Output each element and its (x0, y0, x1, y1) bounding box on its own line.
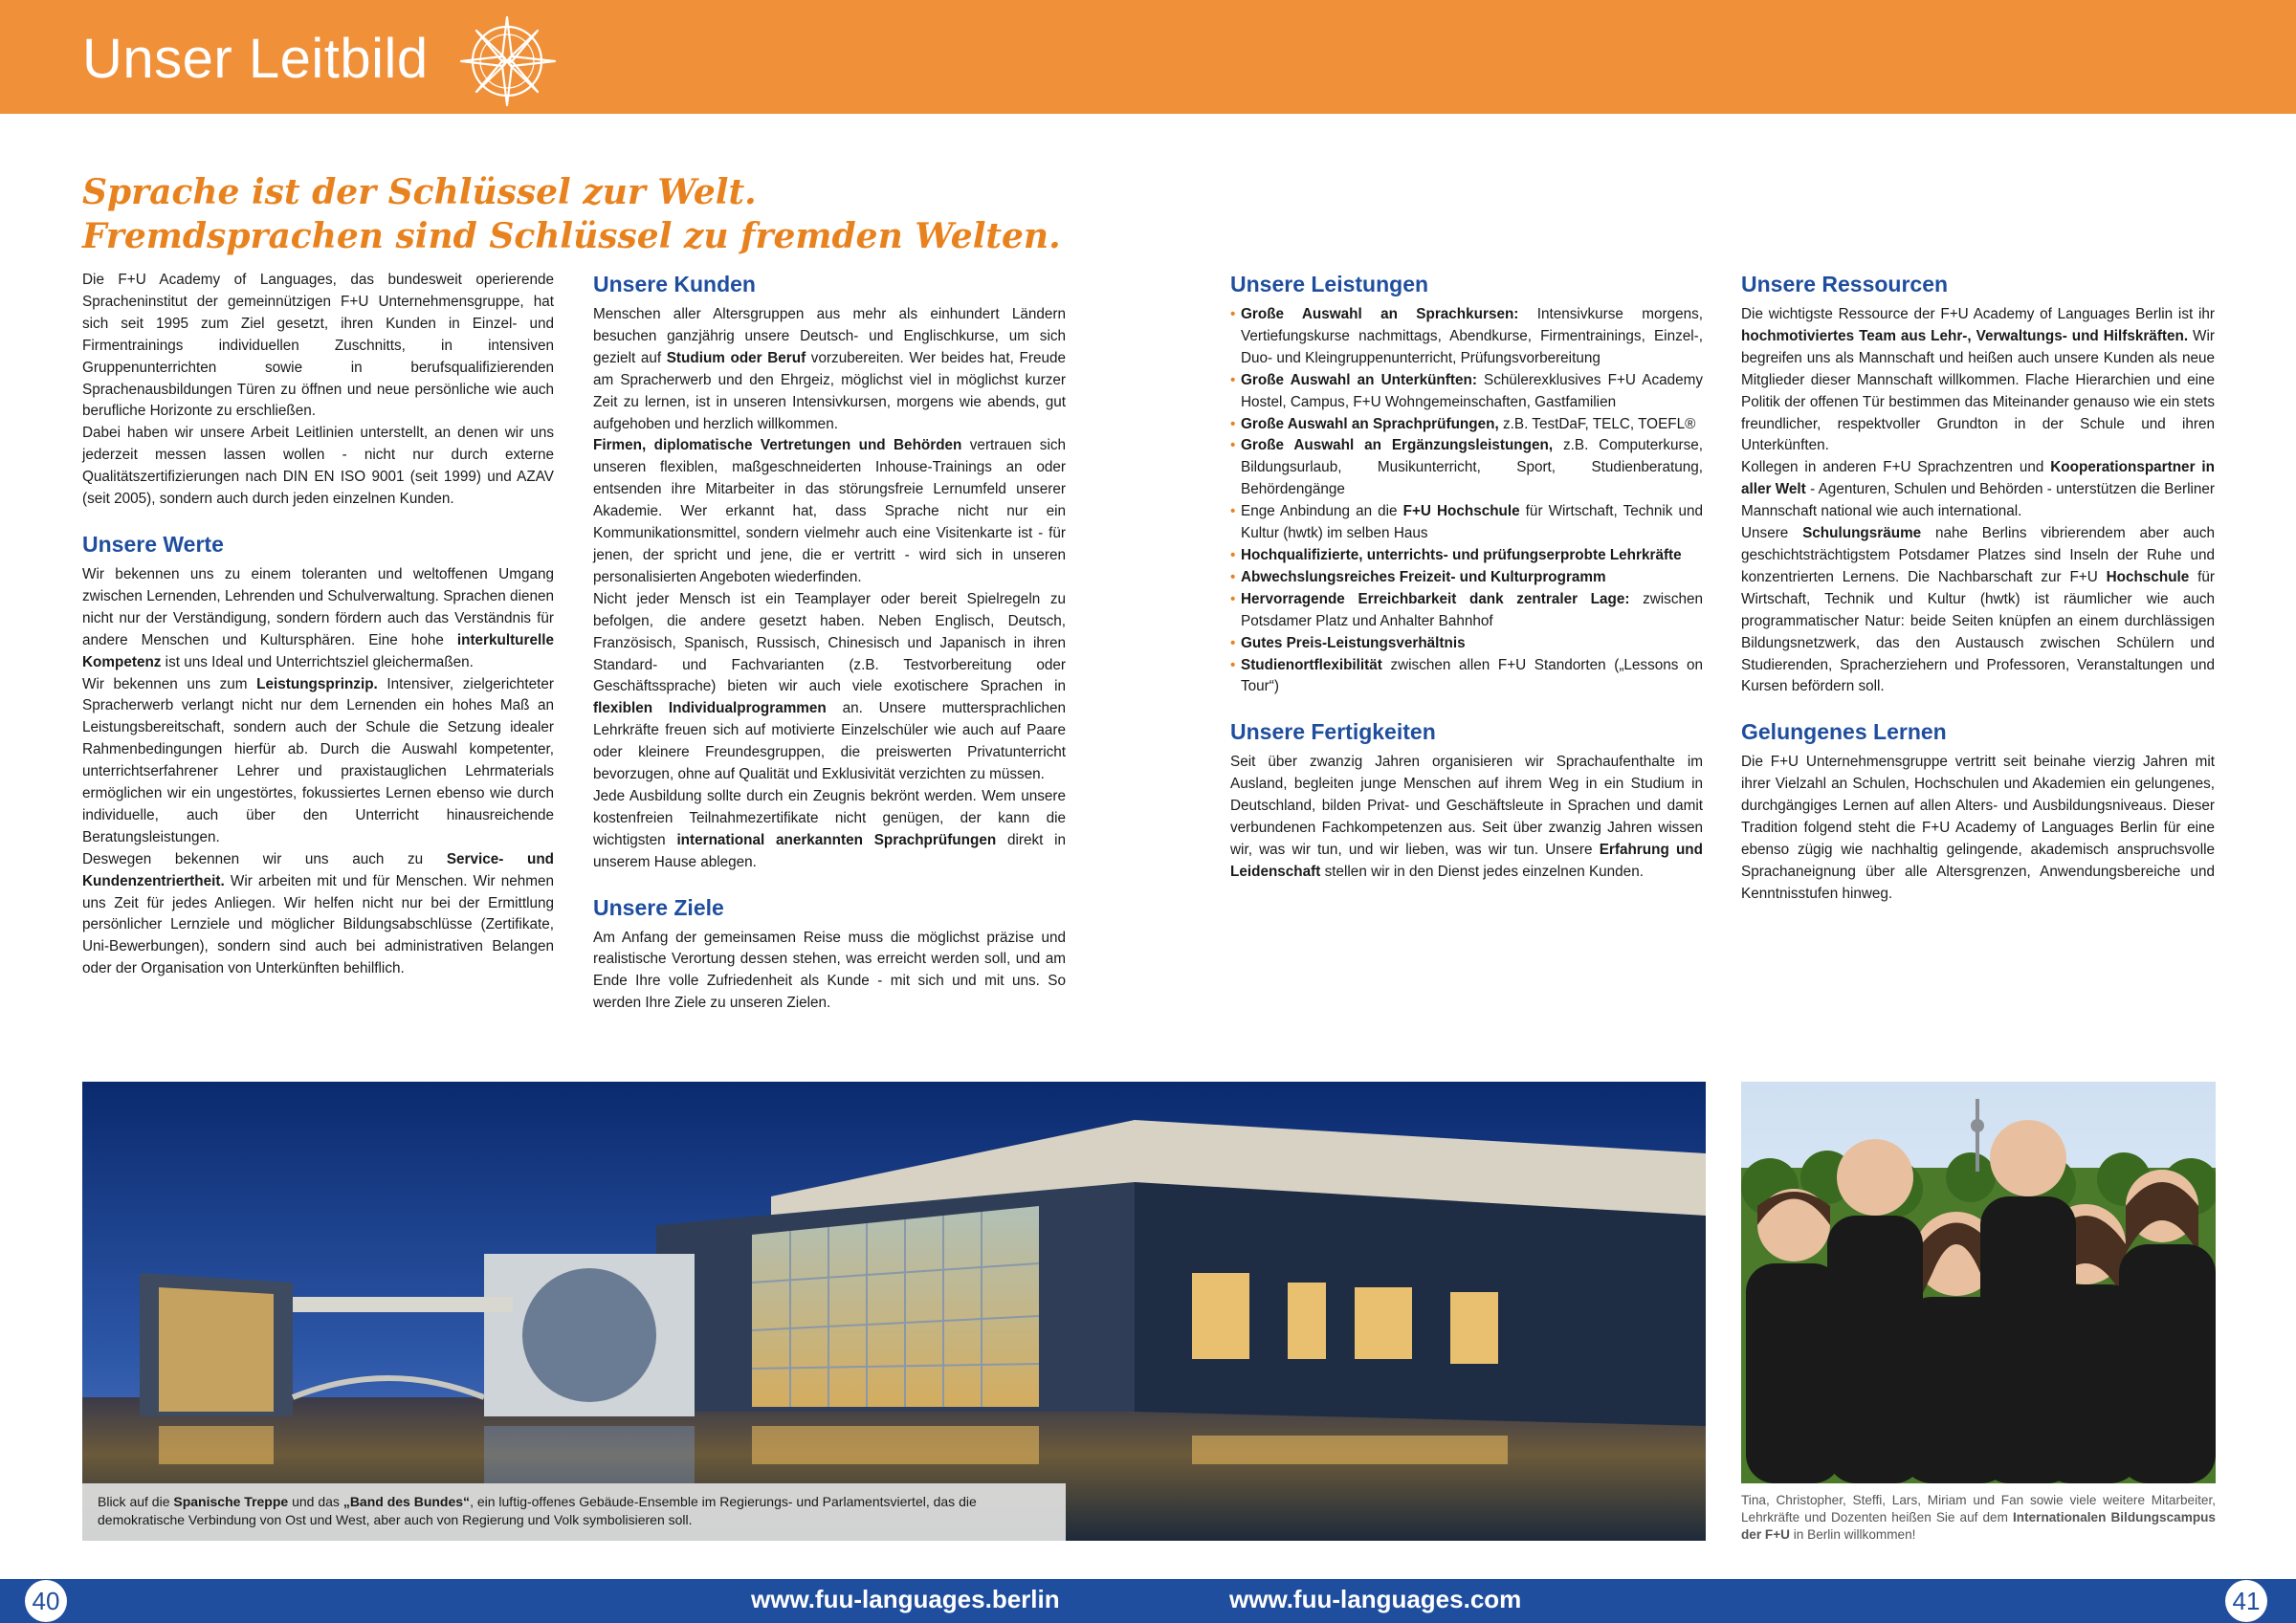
ressourcen-paragraph-1: Die wichtigste Ressource der F+U Academy of Languages Berlin ist ihr hochmotiviertes Team aus Lehr-, Verwaltungs- und Hilfskräften. Wir begreifen uns als Mannschaft und heißen auch unsere Kunden als neue Mitglieder dieser Mannschaft willkommen. Flache Hierarchien und eine Politik der offenen Tür bestimmen das Miteinander genauso wie ein stets freundlicher, respektvoller Grundton in der Schule und ihren Unterkünften. (1741, 306, 2215, 454)
slogan (82, 170, 1135, 258)
intro-paragraph-2: Dabei haben wir unsere Arbeit Leitlinien unterstellt, an denen wir uns jederzeit messen lassen wollen - nicht nur durch externe Qualitätszertifizierungen nach DIN EN ISO 9001 (seit 1999) und AZAV (seit 2005), sondern auch durch jeden einzelnen Kunden. (82, 425, 554, 508)
list-item: • Abwechslungsreiches Freizeit- und Kulturprogramm (1230, 567, 1703, 589)
kunden-paragraph-4: Jede Ausbildung sollte durch ein Zeugnis bekrönt werden. Wem unsere kostenfreien Teilnahmezertifikate nicht genügen, der kann die wichtigsten international anerkannten Sprachprüfungen direkt in unserem Hause ablegen. (593, 787, 1067, 870)
list-item: • Große Auswahl an Ergänzungsleistungen, z.B. Computerkurse, Bildungsurlaub, Musikunterricht, Sport, Studienberatung, Behördengänge (1230, 435, 1703, 501)
compass-rose-icon (452, 13, 564, 109)
list-item: • Enge Anbindung an die F+U Hochschule für Wirtschaft, Technik und Kultur (hwtk) im selben Haus (1230, 501, 1703, 545)
slogan-line-2: Fremdsprachen sind Schlüssel zu fremden Welten. (82, 216, 1061, 256)
column-kunden-ziele (593, 270, 1066, 1015)
intro-paragraph-1: Die F+U Academy of Languages, das bundesweit operierende Spracheninstitut der gemeinnützigen F+U Unternehmensgruppe, hat sich seit 1995 zum Ziel gesetzt, ihren Kunden in Einzel- und Firmentrainings individuellen Zuschnitts, in intensiven Gruppenunterrichten sowie in berufsqualifizierenden Sprachenausbildungen Türen zu öffnen und neue persönliche wie auch berufliche Horizonte zu erschließen. (82, 272, 554, 420)
list-item: • Gutes Preis-Leistungsverhältnis (1230, 633, 1703, 655)
page-number-left: 40 (25, 1580, 67, 1622)
leistungen-list (1230, 304, 1703, 698)
ressourcen-paragraph-3: Unsere Schulungsräume nahe Berlins vibrierendem aber auch geschichtsträchtigstem Potsdamer Platzes sind Inseln der Ruhe und konzentrierten Lernens. Die Nachbarschaft zur F+U Hochschule für Wirtschaft, Technik und Kultur (hwtk) ist räumlicher wie auch programmatischer Natur: beide Seiten knüpfen an einem durchlässigen Bildungsnetzwerk, das den Austausch zwischen Schülern und Studierenden, Spracherziehern und Professoren, Veranstaltungen und Kursen befördern soll. (1741, 525, 2215, 695)
team-photo-caption: Tina, Christopher, Steffi, Lars, Miriam und Fan sowie viele weitere Mitarbeiter, Lehrkräfte und Dozenten heißen Sie auf dem Internationalen Bildungscampus der F+U in Berlin willkommen! (1741, 1493, 2216, 1542)
werte-heading: Unsere Werte (82, 531, 224, 557)
slogan-line-1: Sprache ist der Schlüssel zur Welt. (82, 172, 757, 212)
leistungen-heading: Unsere Leistungen (1230, 272, 1429, 296)
kunden-paragraph-3: Nicht jeder Mensch ist ein Teamplayer oder bereit Spielregeln zu befolgen, die andere gesetzt haben. Neben Englisch, Deutsch, Französisch, Spanisch, Russisch, Chinesisch und Japanisch in ihren Standard- und Fachvarianten (z.B. Testvorbereitung oder Geschäftssprache) bieten wir auch viele exotischere Sprachen in flexiblen Individualprogrammen an. Unsere muttersprachlichen Lehrkräfte freuen sich auf motivierte Einzelschüler wie auch auf Paare oder kleinere Freundesgruppen, die preiswerten Privatunterricht bevorzugen, ohne auf Qualität und Exklusivität verzichten zu müssen. (593, 590, 1066, 783)
column-ressourcen-lernen (1741, 270, 2215, 906)
ziele-paragraph: Am Anfang der gemeinsamen Reise muss die möglichst präzise und realistische Verortung dessen stehen, was erreicht werden soll, und am Ende Ihre volle Zufriedenheit als Kunde - mit sich und mit uns. So werden Ihre Ziele zu unseren Zielen. (593, 929, 1066, 1012)
column-leistungen-fertigkeiten (1230, 270, 1703, 884)
footer-url-com[interactable]: www.fuu-languages.com (1229, 1585, 1522, 1613)
list-item: • Große Auswahl an Sprachkursen: Intensivkurse morgens, Vertiefungskurse nachmittags, Abendkurse, Firmentrainings, Einzel-, Duo- und Kleingruppenunterricht, Prüfungsvorbereitung (1230, 304, 1703, 370)
ressourcen-heading: Unsere Ressourcen (1741, 272, 1949, 296)
team-photo (1741, 1082, 2216, 1483)
page-number-right: 41 (2225, 1580, 2267, 1622)
ressourcen-paragraph-2: Kollegen in anderen F+U Sprachzentren und Kooperationspartner in aller Welt - Agenturen, Schulen und Behörden - unterstützen die Berliner Mannschaft national wie auch international. (1741, 459, 2216, 520)
fertigkeiten-heading: Unsere Fertigkeiten (1230, 719, 1436, 745)
werte-paragraph-2: Wir bekennen uns zum Leistungsprinzip. Intensiver, zielgerichteter Spracherwerb verlangt nicht nur dem Lernenden ein hohes Maß an Leistungsbereitschaft, sondern auch der Schule die Setzung idealer Rahmenbedingungen hierfür ab. Durch die Auswahl kompetenter, unterrichtserfahrener Lehrer und praxistauglichen Lehrmaterials ermöglichen wir ein ungestörtes, fokussiertes Lernen ebenso wie durch individuelle, auch über den Unterricht hinausreichende Beratungsleistungen. (82, 675, 554, 845)
footer-url-berlin[interactable]: www.fuu-languages.berlin (751, 1585, 1060, 1613)
fertigkeiten-paragraph: Seit über zwanzig Jahren organisieren wir Sprachaufenthalte im Ausland, begleiten junge Menschen auf ihrem Weg in ein Studium in Deutschland, bilden Privat- und Geschäftsleute in Sprachen und damit verbundenen Fachkompetenzen aus. Seit über zwanzig Jahren wissen wir, was wir tun, und wir lieben, was wir tun. Unsere Erfahrung und Leidenschaft stellen wir in den Dienst jedes einzelnen Kunden. (1230, 754, 1703, 880)
footer-band (0, 1579, 2296, 1623)
lernen-paragraph: Die F+U Unternehmensgruppe vertritt seit beinahe vierzig Jahren mit ihrer Vielzahl an Schulen, Hochschulen und Akademien ein gelungenes, durchgängiges Lernen auf allen Alters- und Ausbildungsniveaus. Dieser Tradition folgend steht die F+U Academy of Languages Berlin für eine ebenso zügig wie nachhaltig gelingende, akademisch anspruchsvolle Sprachaneignung über alle Altersgrenzen, Anwendungsbereiche und Kenntnisstufen hinweg. (1741, 754, 2215, 902)
building-photo (82, 1082, 1706, 1541)
column-intro-werte (82, 270, 554, 980)
list-item: • Studienortflexibilität zwischen allen F+U Standorten („Lessons on Tour“) (1230, 655, 1703, 699)
kunden-paragraph-2: Firmen, diplomatische Vertretungen und Behörden vertrauen sich unseren flexiblen, maßgeschneiderten Inhouse-Trainings an oder entsenden ihre Mitarbeiter in das störungsfreie Lernumfeld unserer Akademie. Wer erkannt hat, dass Sprache nicht nur ein Kommunikationsmittel, sondern vielmehr auch eine Visitenkarte ist - für jenen, der spricht und jene, die er vertritt - wird sich in unseren personalisierten Angeboten wiederfinden. (593, 437, 1066, 585)
building-photo-caption: Blick auf die Spanische Treppe und das „Band des Bundes“, ein luftig-offenes Gebäude-Ensemble im Regierungs- und Parlamentsviertel, das die demokratische Verbindung von Ost und West, aber auch von Regierung und Volk symbolisieren soll. (82, 1483, 1066, 1541)
list-item: • Hochqualifizierte, unterrichts- und prüfungserprobte Lehrkräfte (1230, 545, 1703, 567)
werte-paragraph-1: Wir bekennen uns zu einem toleranten und weltoffenen Umgang zwischen Lernenden, Lehrenden und Schulverwaltung. Sprachen dienen nicht nur der Verständigung, sondern fördern auch das Verständnis für andere Menschen und Kultursphären. Eine hohe interkulturelle Kompetenz ist uns Ideal und Unterrichtsziel gleichermaßen. (82, 565, 554, 670)
page-title: Unser Leitbild (82, 28, 429, 90)
list-item: • Große Auswahl an Unterkünften: Schülerexklusives F+U Academy Hostel, Campus, F+U Wohngemeinschaften, Gastfamilien (1230, 370, 1703, 414)
list-item: • Große Auswahl an Sprachprüfungen, z.B. TestDaF, TELC, TOEFL® (1230, 414, 1703, 436)
ziele-heading: Unsere Ziele (593, 894, 724, 920)
lernen-heading: Gelungenes Lernen (1741, 719, 1947, 745)
kunden-heading: Unsere Kunden (593, 272, 756, 296)
kunden-paragraph-1: Menschen aller Altersgruppen aus mehr als einhundert Ländern besuchen ganzjährig unsere Deutsch- und Englischkurse, um sich gezielt auf Studium oder Beruf vorzubereiten. Wer beides hat, Freude am Spracherwerb und den Ehrgeiz, möglichst viel in möglichst kurzer Zeit zu lernen, ist in unseren Intensivkursen, morgens wie abends, gut aufgehoben und herzlich willkommen. (593, 306, 1066, 432)
list-item: • Hervorragende Erreichbarkeit dank zentraler Lage: zwischen Potsdamer Platz und Anhalter Bahnhof (1230, 589, 1703, 633)
werte-paragraph-3: Deswegen bekennen wir uns auch zu Service- und Kundenzentriertheit. Wir arbeiten mit und für Menschen. Wir nehmen uns Zeit für jedes Anliegen. Wir helfen nicht nur bei der Ermittlung persönlicher Lernziele und möglicher Bildungsabschlüsse (Zertifikate, Uni-Bewerbungen), sondern sind auch bei administrativen Belangen oder der Organisation von Unterkünften behilflich. (82, 850, 555, 977)
